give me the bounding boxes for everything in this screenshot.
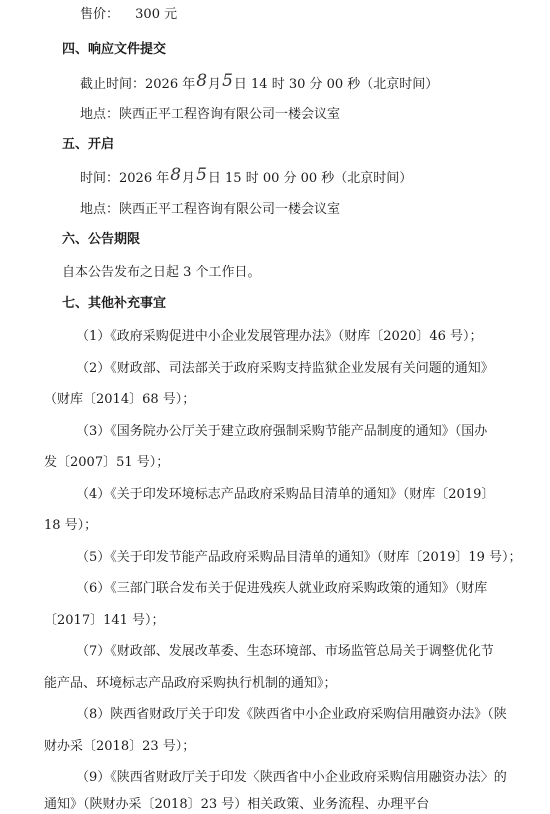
list-item-9-line1: （9）《陕西省财政厅关于印发〈陕西省中小企业政府采购信用融资办法〉的 [76, 770, 507, 785]
deadline-line [80, 71, 439, 94]
submission-location: 地点：陕西正平工程咨询有限公司一楼会议室 [80, 107, 341, 122]
list-item-7-line1: （7）《财政部、发展改革委、生态环境部、市场监管总局关于调整优化节 [76, 644, 494, 659]
opening-time-suffix: 日 15 时 00 分 00 秒（北京时间） [207, 171, 413, 186]
list-item-8-line2: 财办采〔2018〕23 号）； [44, 739, 196, 754]
list-item-3-line2: 发〔2007〕51 号）； [44, 455, 170, 470]
deadline-month-unit: 月 [208, 77, 222, 92]
deadline-prefix: 截止时间：2026 年 [80, 77, 196, 92]
opening-month-handwritten: 8 [170, 165, 182, 185]
list-item-9-line2: 通知》（陕财办采〔2018〕23 号）相关政策、业务流程、办理平台 [44, 797, 430, 812]
opening-location: 地点：陕西正平工程咨询有限公司一楼会议室 [80, 202, 341, 217]
list-item-6-line1: （6）《三部门联合发布关于促进残疾人就业政府采购政策的通知》（财库 [76, 581, 488, 596]
opening-time-line [80, 165, 413, 188]
section-4-title: 四、响应文件提交 [62, 42, 167, 57]
list-item-3-line1: （3）《国务院办公厅关于建立政府强制采购节能产品制度的通知》（国办 [76, 424, 488, 439]
opening-day-handwritten: 5 [196, 165, 207, 185]
section-5-title: 五、开启 [62, 137, 115, 152]
list-item-5: （5）《关于印发节能产品政府采购品目清单的通知》（财库〔2019〕19 号）； [76, 550, 522, 565]
list-item-6-line2: 〔2017〕141 号）； [44, 613, 165, 628]
list-item-8-line1: （8）陕西省财政厅关于印发《陕西省中小企业政府采购信用融资办法》（陕 [76, 707, 507, 722]
list-item-4-line2: 18 号）； [44, 518, 98, 533]
price-label: 售价： [80, 7, 120, 22]
opening-time-prefix: 时间：2026 年 [80, 171, 170, 186]
section-6-title: 六、公告期限 [62, 232, 141, 247]
price-line [80, 6, 177, 24]
deadline-suffix: 日 14 时 30 分 00 秒（北京时间） [233, 77, 439, 92]
deadline-day-handwritten: 5 [222, 71, 233, 91]
list-item-7-line2: 能产品、环境标志产品政府采购执行机制的通知》； [44, 676, 337, 691]
notice-period-text: 自本公告发布之日起 3 个工作日。 [62, 265, 261, 280]
deadline-month-handwritten: 8 [196, 71, 208, 91]
list-item-2-line1: （2）《财政部、司法部关于政府采购支持监狱企业发展有关问题的通知》 [76, 361, 494, 376]
section-7-title: 七、其他补充事宜 [62, 296, 167, 311]
list-item-4-line1: （4）《关于印发环境标志产品政府采购品目清单的通知》（财库〔2019〕 [76, 487, 495, 502]
price-value: 300 元 [135, 7, 178, 22]
list-item-2-line2: （财库〔2014〕68 号）； [44, 392, 196, 407]
list-item-1: （1）《政府采购促进中小企业发展管理办法》（财库〔2020〕46 号）； [76, 329, 483, 344]
opening-month-unit: 月 [182, 171, 196, 186]
